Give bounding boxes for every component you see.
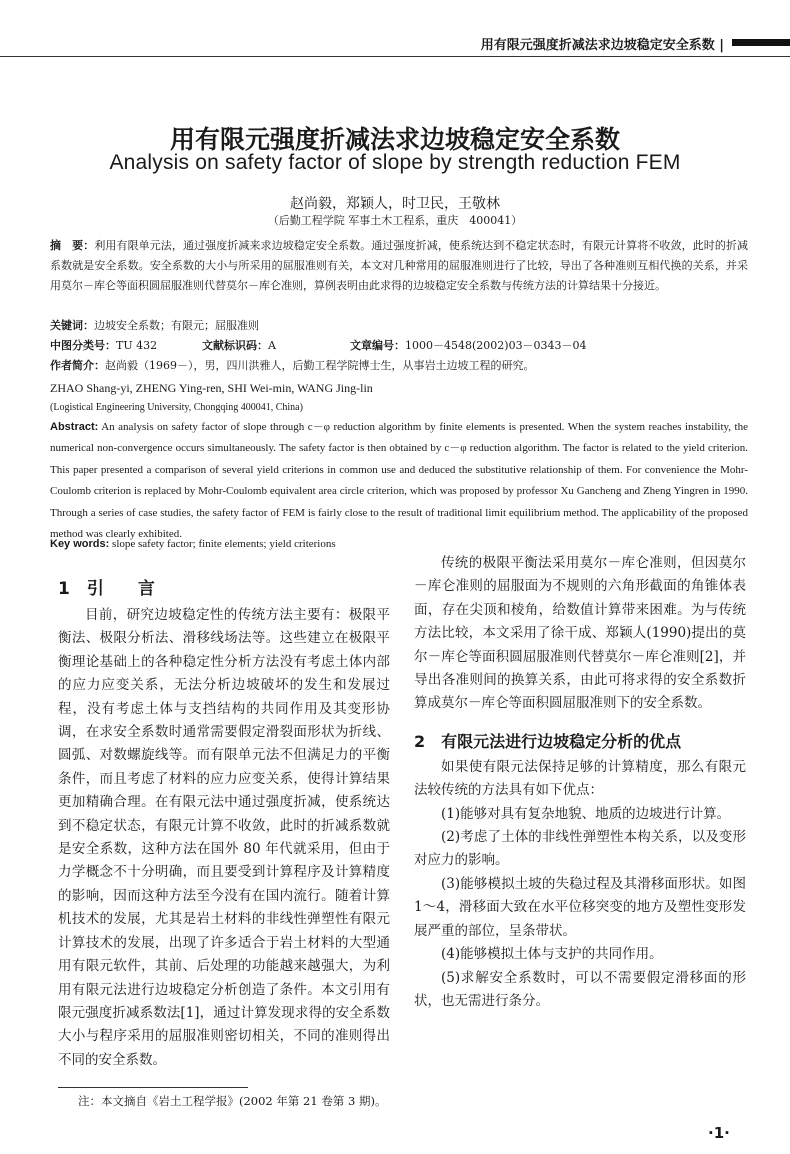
abstract-cn: [50, 236, 748, 296]
author-bio-text: 赵尚毅（1969－），男，四川洪雅人，后勤工程学院博士生，从事岩土边坡工程的研究。: [105, 359, 535, 372]
section-2-item: (2)考虑了土体的非线性弹塑性本构关系，以及变形对应力的影响。: [414, 829, 746, 869]
keywords-en-label: Key words:: [50, 538, 110, 550]
section-2-item: (1)能够对具有复杂地貌、地质的边坡进行计算。: [441, 805, 731, 822]
section-1-title: 1 引 言: [58, 579, 155, 599]
article-no-value: 1000－4548(2002)03－0343－04: [405, 339, 587, 352]
footnote: 注：本文摘自《岩土工程学报》(2002 年第 21 卷第 3 期)。: [78, 1094, 387, 1108]
header-bar: [732, 39, 790, 46]
keywords-text: 边坡安全系数；有限元；屈服准则: [94, 319, 259, 332]
page-number: ·1·: [708, 1124, 730, 1142]
abstract-label: 摘 要：: [50, 239, 95, 252]
affiliation-english: (Logistical Engineering University, Chongqing 400041, China): [50, 402, 303, 413]
author-bio: [50, 356, 748, 376]
title-chinese: 用有限元强度折减法求边坡稳定安全系数: [169, 125, 620, 154]
section-2-intro: 如果使有限元法保持足够的计算精度，那么有限元法较传统的方法具有如下优点：: [414, 758, 746, 799]
header-rule: [0, 56, 790, 57]
section-2-item: (5)求解安全系数时，可以不需要假定滑移面的形状，也无需进行条分。: [414, 969, 746, 1009]
section-2-item: (4)能够模拟土体与支护的共同作用。: [441, 946, 663, 963]
abstract-en-label: Abstract:: [50, 421, 99, 433]
doc-code-label: 文献标识码：: [202, 339, 268, 352]
running-head: 用有限元强度折减法求边坡稳定安全系数 |: [480, 38, 724, 53]
abstract-text: 利用有限单元法，通过强度折减来求边坡稳定安全系数。通过强度折减，使系统达到不稳定状态时，有限元计算将不收敛，此时的折减系数就是安全系数。安全系数的大小与所采用的屈服准则有关，本文对几种常用的屈服准则进行了比较，导出了各种准则互相代换的关系，并采用莫尔－库仑等面积圆屈服准则代替莫尔－库仑准则，算例表明由此求得的边坡稳定安全系数与传统方法的计算结果十分接近。: [50, 239, 749, 292]
section-2-title: 2 有限元法进行边坡稳定分析的优点: [414, 731, 682, 751]
right-column: [414, 552, 746, 1013]
clc-value: TU 432: [116, 339, 158, 352]
clc-label: 中图分类号：: [50, 339, 116, 352]
article-no-label: 文章编号：: [350, 339, 405, 352]
footnote-rule: [58, 1087, 248, 1088]
abstract-en-text: An analysis on safety factor of slope through c－φ reduction algorithm by finite elements is presented. When the system reaches instability, the numerical non-convergence occurs simultaneously. The safety factor is then obtained by c－φ reduction algorithm. The factor is related to the yield criterion. This paper presented a comparison of several yield criterions in common use and deduced the substitutive relationship of them. For convenience the Mohr-Coulomb criterion is replaced by Mohr-Coulomb equivalent area circle criterion, which was proposed by professor Xu Gancheng and Zheng Yingren in 1990. Through a series of case studies, the safety factor of FEM is fairly close to the result of traditional limit equilibrium method. The applicability of the proposed method was clearly exhibited.: [50, 421, 748, 541]
doc-code-value: A: [268, 339, 276, 352]
affiliation: （后勤工程学院 军事土木工程系，重庆 400041）: [267, 214, 523, 227]
authors: 赵尚毅，郑颖人，时卫民，王敬林: [290, 196, 500, 212]
author-bio-label: 作者简介：: [50, 359, 105, 372]
authors-english: ZHAO Shang-yi, ZHENG Ying-ren, SHI Wei-min, WANG Jing-lin: [50, 381, 373, 395]
keywords-en-text: slope safety factor; finite elements; yield criterions: [112, 538, 336, 550]
classification-row: [50, 336, 748, 356]
title-english: Analysis on safety factor of slope by strength reduction FEM: [109, 151, 681, 174]
section-2-item: (3)能够模拟土坡的失稳过程及其滑移面形状。如图 1～4，滑移面大致在水平位移突变的地方及塑性变形发展严重的部位，呈条带状。: [414, 875, 746, 939]
left-column: [58, 576, 390, 1072]
right-paragraph-1: 传统的极限平衡法采用莫尔－库仑准则，但因莫尔－库仑准则的屈服面为不规则的六角形截面的角锥体表面，存在尖顶和棱角，给数值计算带来困难。为与传统方法比较，本文采用了徐干成、郑颖人(1990)提出的莫尔－库仑等面积圆屈服准则代替莫尔－库仑准则[2]，并导出各准则间的换算关系，由此可将求得的安全系数折算成莫尔－库仑等面积圆屈服准则下的安全系数。: [414, 555, 746, 712]
section-1-paragraph: 目前，研究边坡稳定性的传统方法主要有：极限平衡法、极限分析法、滑移线场法等。这些建立在极限平衡理论基础上的各种稳定性分析方法没有考虑土体内部的应力应变关系，无法分析边坡破坏的发生和发展过程，没有考虑土体与支挡结构的共同作用及其变形协调，在求安全系数时通常需要假定滑裂面形状为折线、圆弧、对数螺旋线等。而有限单元法不但满足力的平衡条件，而且考虑了材料的应力应变关系，使得计算结果更加精确合理。在有限元法中通过强度折减，使系统达到不稳定状态，有限元计算不收敛，此时的折减系数就是安全系数，这种方法在国外 80 年代就采用，但由于力学概念不十分明确，而且要受到计算程序及计算精度的影响，因而这种方法至今没有在国内流行。随着计算机技术的发展，尤其是岩土材料的非线性弹塑性有限元计算技术的发展，出现了许多适合于岩土材料的大型通用有限元软件，其前、后处理的功能越来越强大，为利用有限元法进行边坡稳定分析创造了条件。本文引用有限元强度折减系数法[1]，通过计算发现求得的安全系数大小与程序采用的屈服准则密切相关，不同的准则得出不同的安全系数。: [58, 607, 390, 1068]
keywords-cn: [50, 316, 748, 336]
abstract-english: [50, 417, 748, 545]
keywords-label: 关键词：: [50, 319, 94, 332]
keywords-english: [50, 534, 748, 554]
